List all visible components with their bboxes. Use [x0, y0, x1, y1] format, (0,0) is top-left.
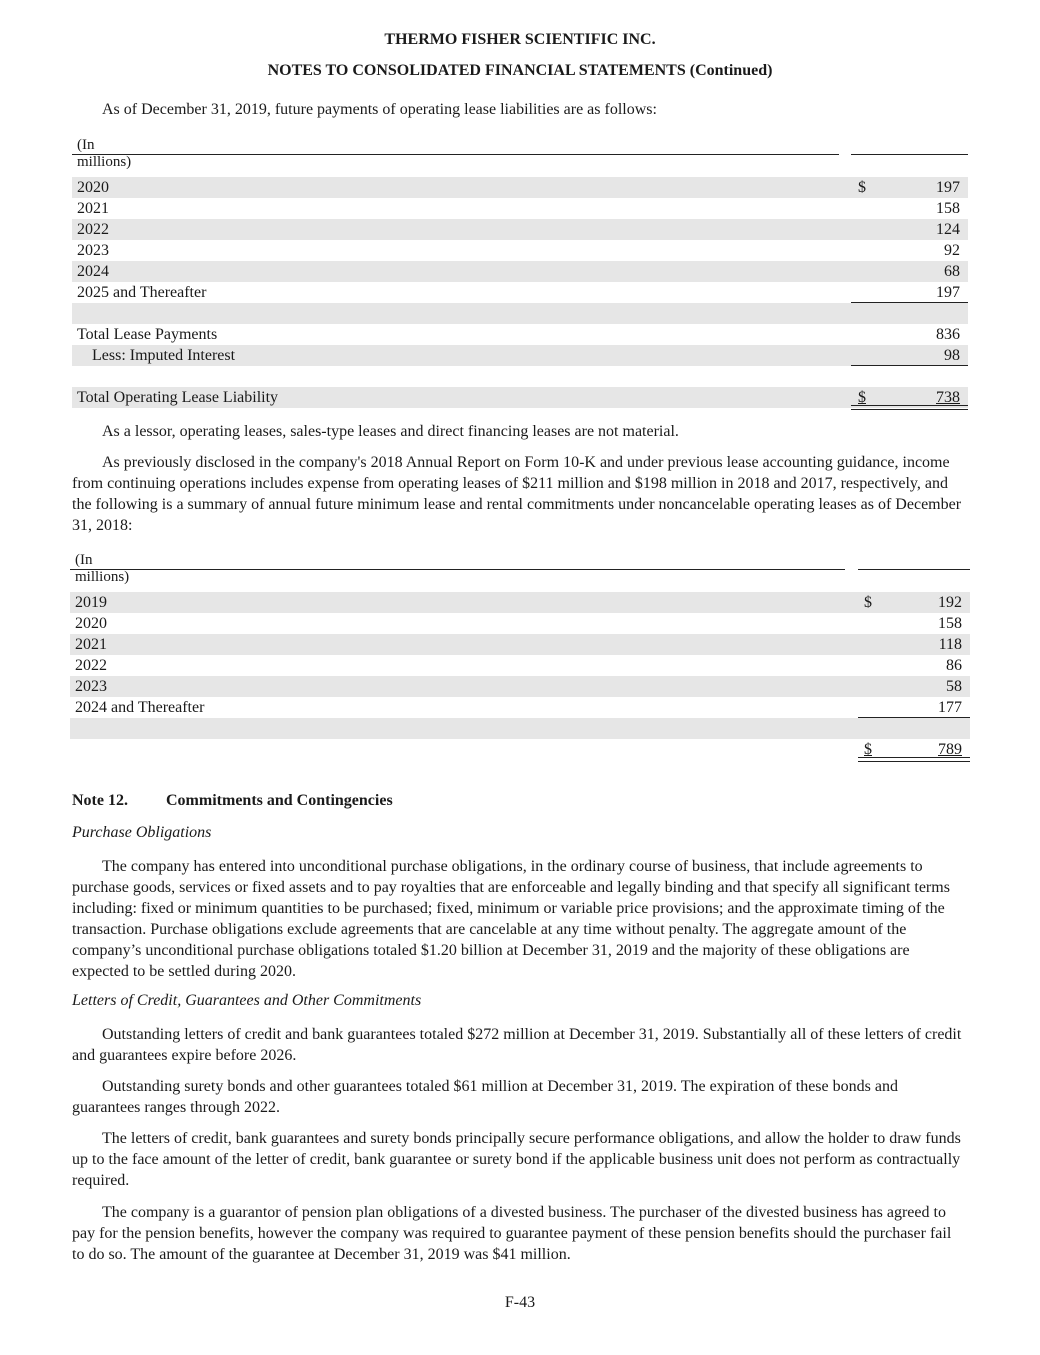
total-payments-value: 836 [936, 326, 960, 343]
letters-paragraph-3 [72, 1128, 967, 1191]
total-double-rule [851, 405, 968, 410]
spacer-row [72, 366, 968, 387]
row-label: 2021 [75, 636, 107, 653]
purchase-obligations-text: The company has entered into unconditional purchase obligations, in the ordinary course of business, that include agreements to purchase goods, services or fixed assets and to pay royalties that are enforceable and legally binding and that specify all significant terms including: fixed or minimum quantities to be purchased; fixed, minimum or variable price provisions; and the approximate timing of the transaction. Purchase obligations exclude agreements that are cancelable at any time without penalty. The aggregate amount of the company’s unconditional purchase obligations totaled $1.20 billion at December 31, 2019 and the majority of these obligations are expected to be settled during 2020. [72, 858, 950, 980]
row-label: 2022 [77, 221, 109, 238]
table-2019-header-rule-right [851, 154, 968, 155]
table-row [72, 240, 968, 261]
row-value: 197 [936, 284, 960, 301]
row-value: 192 [938, 594, 962, 611]
row-label: 2025 and Thereafter [77, 284, 207, 301]
total-value: 789 [938, 741, 962, 758]
currency-sign: $ [858, 389, 866, 406]
table-row [72, 219, 968, 240]
row-label: 2024 [77, 263, 109, 280]
lessor-paragraph [72, 421, 967, 442]
row-label: 2022 [75, 657, 107, 674]
table-2018-header-rule-right [858, 569, 970, 570]
spacer-row [72, 303, 968, 324]
table-row [72, 198, 968, 219]
total-double-rule [858, 757, 970, 762]
table-2019-caption: (In millions) [77, 137, 132, 170]
letters-text-2: Outstanding surety bonds and other guarantees totaled $61 million at December 31, 2019. The expiration of these bonds and guarantees ranges through 2022. [72, 1078, 898, 1116]
table-2018-caption: (In millions) [75, 552, 130, 585]
table-row [70, 655, 970, 676]
row-label: 2024 and Thereafter [75, 699, 205, 716]
letters-paragraph-2 [72, 1076, 967, 1118]
row-label: 2020 [75, 615, 107, 632]
table-row [72, 261, 968, 282]
purchase-obligations-heading: Purchase Obligations [72, 824, 212, 841]
table-row [72, 387, 968, 408]
table-row [72, 345, 968, 366]
spacer-row [70, 718, 970, 739]
row-value: 158 [936, 200, 960, 217]
currency-sign: $ [864, 741, 872, 758]
intro-2019-text: As of December 31, 2019, future payments of operating lease liabilities are as follows: [102, 101, 657, 118]
lessor-text: As a lessor, operating leases, sales-type leases and direct financing leases are not material. [102, 423, 679, 440]
row-label: 2019 [75, 594, 107, 611]
table-row [72, 177, 968, 198]
intro-2019-paragraph [72, 99, 967, 120]
prior-year-text: As previously disclosed in the company's 2018 Annual Report on Form 10-K and under previous lease accounting guidance, income from continuing operations includes expense from operating leases of $211 million and $198 million in 2018 and 2017, respectively, and the following is a summary of annual future minimum lease and rental commitments under noncancelable operating leases as of December 31, 2018: [72, 454, 962, 534]
row-value: 86 [946, 657, 962, 674]
letters-paragraph-1 [72, 1024, 967, 1066]
table-2018-header-rule-left [70, 569, 845, 570]
row-value: 124 [936, 221, 960, 238]
row-label: 2023 [77, 242, 109, 259]
row-label: 2020 [77, 179, 109, 196]
currency-sign: $ [864, 594, 872, 611]
letters-text-4: The company is a guarantor of pension plan obligations of a divested business. The purchaser of the divested business has agreed to pay for the pension benefits, however the company was required to guarantee payment of these pension benefits should the purchaser fail to do so. The amount of the guarantee at December 31, 2019 was $41 million. [72, 1204, 952, 1263]
row-value: 58 [946, 678, 962, 695]
letters-of-credit-heading: Letters of Credit, Guarantees and Other Commitments [72, 992, 422, 1009]
table-row [70, 676, 970, 697]
row-value: 68 [944, 263, 960, 280]
table-2019-header-rule-left [72, 154, 839, 155]
imputed-interest-value: 98 [944, 347, 960, 364]
total-payments-label: Total Lease Payments [77, 326, 218, 343]
table-row [70, 697, 970, 718]
table-row [70, 592, 970, 613]
note-heading [72, 792, 393, 810]
row-value: 92 [944, 242, 960, 259]
row-value: 177 [938, 699, 962, 716]
row-value: 158 [938, 615, 962, 632]
total-liability-value: 738 [936, 389, 960, 406]
company-name: THERMO FISHER SCIENTIFIC INC. [384, 31, 656, 48]
total-liability-label: Total Operating Lease Liability [77, 389, 279, 406]
letters-paragraph-4 [72, 1202, 967, 1265]
row-value: 118 [938, 636, 962, 653]
imputed-interest-label: Less: Imputed Interest [92, 347, 236, 364]
prior-year-paragraph [72, 452, 967, 536]
page-subtitle: NOTES TO CONSOLIDATED FINANCIAL STATEMENTS (Continued) [267, 62, 773, 79]
table-row [72, 282, 968, 303]
row-label: 2021 [77, 200, 109, 217]
letters-text-1: Outstanding letters of credit and bank guarantees totaled $272 million at December 31, 2019. Substantially all of these letters of credit and guarantees expire before 2026. [72, 1026, 962, 1064]
note-number: Note 12. [72, 792, 128, 809]
table-row [70, 613, 970, 634]
note-title: Commitments and Contingencies [166, 792, 393, 809]
table-row [70, 634, 970, 655]
currency-sign: $ [858, 179, 866, 196]
letters-text-3: The letters of credit, bank guarantees and surety bonds principally secure performance obligations, and allow the holder to draw funds up to the face amount of the letter of credit, bank guarantee or surety bond if the applicable business unit does not perform as contractually required. [72, 1130, 961, 1189]
table-row [72, 324, 968, 345]
row-label: 2023 [75, 678, 107, 695]
table-row [70, 739, 970, 760]
row-value: 197 [936, 179, 960, 196]
page-number: F-43 [504, 1294, 536, 1311]
purchase-obligations-paragraph [72, 856, 967, 982]
